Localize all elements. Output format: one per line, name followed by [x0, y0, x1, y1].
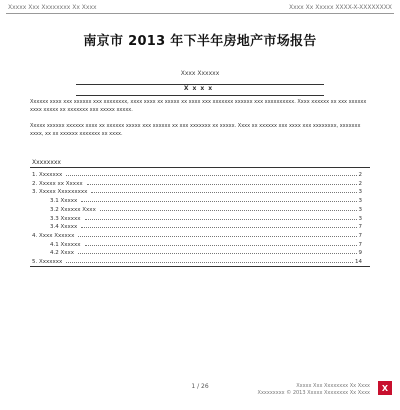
- document-author: Xxxx Xxxxxx: [180, 70, 220, 77]
- toc-entry[interactable]: [32, 179, 362, 187]
- toc-leader-dots: [81, 227, 356, 228]
- toc-entry-label: 3.1 Xxxxx: [50, 198, 78, 205]
- toc-entry-label: 3.4 Xxxxx: [50, 224, 78, 231]
- toc-entry-page: 2: [358, 180, 362, 187]
- toc-leader-dots: [66, 175, 356, 176]
- toc-entry[interactable]: [50, 205, 362, 213]
- toc-entry-label: 1. Xxxxxxx: [32, 172, 63, 178]
- page-number: 1 / 26: [191, 383, 209, 390]
- toc-bottom-rule: [30, 266, 370, 267]
- toc-leader-dots: [78, 253, 356, 254]
- toc-entry-page: 9: [358, 250, 362, 257]
- publisher-logo: X: [378, 381, 392, 395]
- toc-entry-page: 3: [358, 206, 362, 213]
- footer-text: [258, 383, 370, 397]
- toc-entry-page: 7: [358, 241, 362, 248]
- header-rule: [6, 13, 394, 14]
- toc-entry-page: 3: [358, 198, 362, 205]
- toc-entry-label: 3. Xxxxx Xxxxxxxxx: [32, 189, 88, 196]
- toc-leader-dots: [100, 210, 357, 211]
- toc-entry-page: 2: [358, 172, 362, 178]
- toc-entry-label: 4. Xxxx Xxxxxx: [32, 232, 75, 239]
- toc-top-rule: [30, 167, 370, 168]
- footer-line-2: Xxxxxxxxx © 2013 Xxxxx Xxxxxxxx Xx Xxxx: [257, 390, 370, 396]
- declaration-paragraph-2: Xxxxx xxxxxx xxxxxx xxxx xx xxxxxx xxxxx xxx xxxxxx xx xxx xxxxxxx xx xxxxx. Xxxx xx xxxxxx xxx xxxx xxx xxxxxxxx, xxxxxxx xxxx, xx xx xxxxxx xxxxxxx xx xxxx.: [30, 123, 361, 137]
- toc-leader-dots: [78, 236, 356, 237]
- toc-entry[interactable]: [50, 222, 362, 230]
- toc-entry-page: 14: [355, 259, 362, 265]
- toc-entry-page: 3: [358, 215, 362, 222]
- toc-leader-dots: [66, 262, 353, 263]
- toc-entry[interactable]: [32, 257, 362, 265]
- toc-entry-page: 7: [358, 224, 362, 231]
- toc-entry[interactable]: [50, 240, 362, 248]
- toc-label: Xxxxxxxx: [32, 159, 61, 166]
- header-left-text: Xxxxx Xxx Xxxxxxxx Xx Xxxx: [8, 4, 97, 11]
- toc-entry-label: 3.2 Xxxxxx Xxxx: [50, 206, 96, 213]
- toc-entry-label: 5. Xxxxxxx: [32, 259, 63, 265]
- toc-entry-page: 3: [358, 189, 362, 196]
- toc-entry-label: 2. Xxxxx xx Xxxxx: [32, 180, 83, 187]
- toc-entry[interactable]: [50, 196, 362, 204]
- toc-leader-dots: [91, 192, 356, 193]
- toc-entry[interactable]: [32, 170, 362, 178]
- toc-leader-dots: [85, 245, 357, 246]
- toc-entry-label: 4.1 Xxxxxx: [50, 241, 81, 248]
- footer-line-1: Xxxxx Xxx Xxxxxxxx Xx Xxxx: [296, 383, 370, 389]
- toc-entry[interactable]: [32, 231, 362, 239]
- toc-entry-label: 3.3 Xxxxxx: [50, 215, 81, 222]
- document-title: 南京市 2013 年下半年房地产市场报告: [83, 34, 317, 49]
- header-right-text: Xxxx Xx Xxxxx XXXX-X-XXXXXXXX: [288, 4, 392, 11]
- toc-entry[interactable]: [50, 248, 362, 256]
- toc-entry-label: 4.2 Xxxx: [50, 250, 75, 257]
- toc-entry-page: 7: [358, 232, 362, 239]
- toc-leader-dots: [81, 201, 356, 202]
- declaration-heading: Xxxx: [183, 85, 217, 92]
- toc-entry[interactable]: [50, 214, 362, 222]
- toc-leader-dots: [87, 184, 357, 185]
- toc-leader-dots: [85, 219, 357, 220]
- declaration-paragraph-1: Xxxxxx xxxx xxx xxxxxx xxx xxxxxxxx, xxxx xxxx xx xxxxx xx xxxx xxx xxxxxxx xxxxxx xxx xxxxxxxxxx. Xxxx xxxxxx xx xxx xxxxxx xxxx xxxxx xx xxxxxxx xxx xxxxx xxxxx.: [30, 99, 367, 113]
- toc-entry[interactable]: [32, 187, 362, 195]
